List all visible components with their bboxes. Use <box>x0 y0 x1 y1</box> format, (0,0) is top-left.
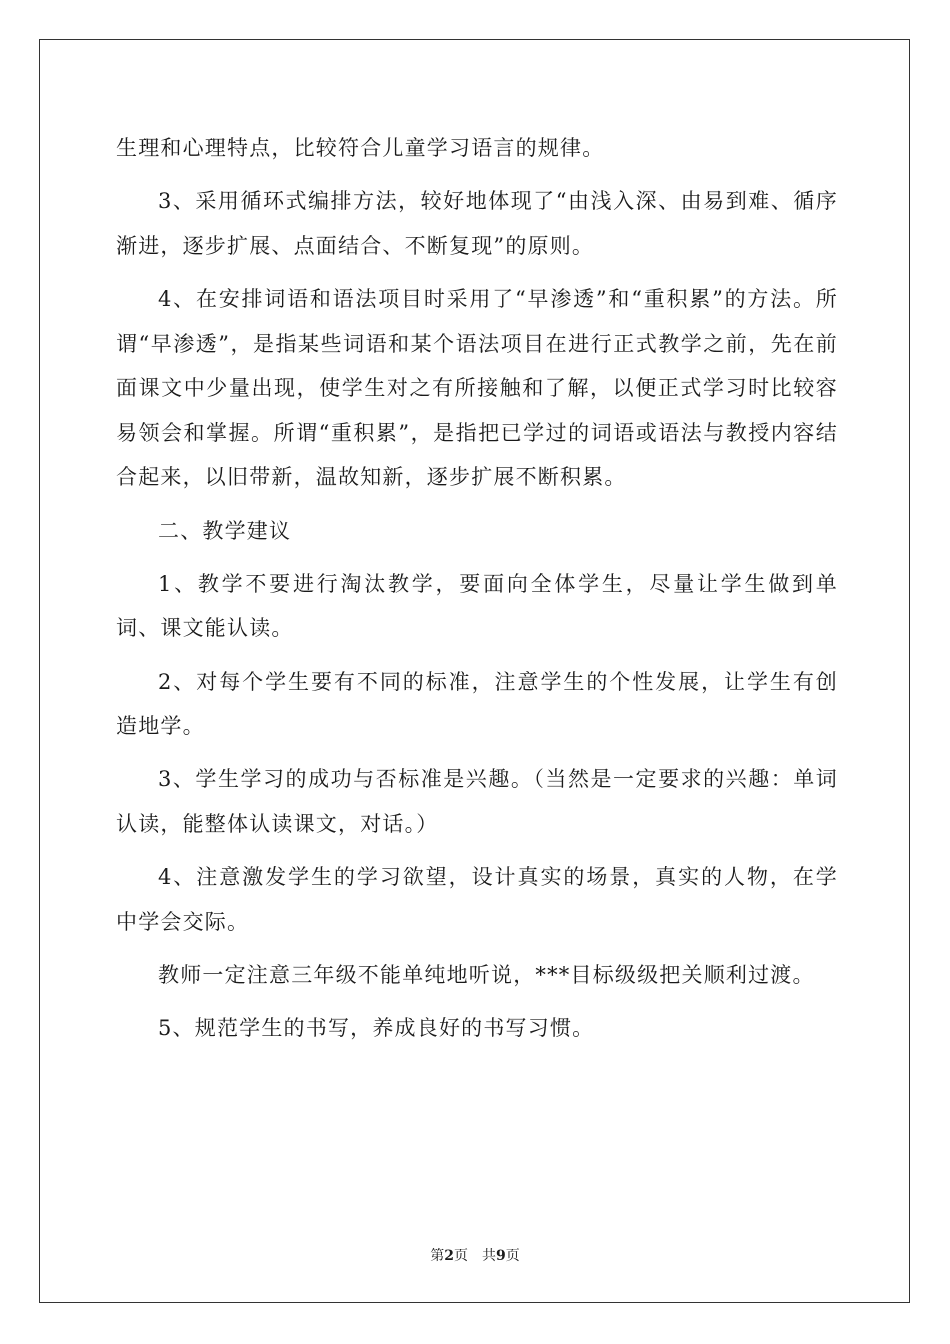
document-body <box>116 126 838 1059</box>
current-page-number: 2 <box>444 1248 454 1264</box>
total-prefix: 共 <box>482 1248 496 1264</box>
total-page-number: 9 <box>496 1248 506 1264</box>
paragraph-9: 教师一定注意三年级不能单纯地听说，***目标级级把关顺利过渡。 <box>158 962 815 987</box>
paragraph-7: 3、学生学习的成功与否标准是兴趣。（当然是一定要求的兴趣：单词认读，能整体认读课文，对话。） <box>116 767 838 836</box>
page-prefix: 第 <box>430 1248 445 1264</box>
page-suffix: 页 <box>454 1248 468 1264</box>
total-suffix: 页 <box>505 1248 520 1264</box>
section-heading: 二、教学建议 <box>158 518 292 543</box>
paragraph-10: 5、规范学生的书写，养成良好的书写习惯。 <box>158 1016 595 1041</box>
paragraph-1: 生理和心理特点，比较符合儿童学习语言的规律。 <box>116 136 605 160</box>
paragraph-8: 4、注意激发学生的学习欲望，设计真实的场景，真实的人物，在学中学会交际。 <box>116 865 838 934</box>
paragraph-5: 1、教学不要进行淘汰教学，要面向全体学生，尽量让学生做到单词、课文能认读。 <box>116 571 838 641</box>
page-footer <box>0 1246 950 1266</box>
paragraph-2: 3、采用循环式编排方法，较好地体现了“由浅入深、由易到难、循序渐进，逐步扩展、点面结合、不断复现”的原则。 <box>116 189 838 258</box>
paragraph-3: 4、在安排词语和语法项目时采用了“早渗透”和“重积累”的方法。所谓“早渗透”，是指某些词语和某个语法项目在进行正式教学之前，先在前面课文中少量出现，使学生对之有所接触和了解，以便正式学习时比较容易领会和掌握。所谓“重积累”，是指把已学过的词语或语法与教授内容结合起来，以旧带新，温故知新，逐步扩展不断积累。 <box>116 286 838 490</box>
paragraph-6: 2、对每个学生要有不同的标准，注意学生的个性发展，让学生有创造地学。 <box>116 669 838 739</box>
